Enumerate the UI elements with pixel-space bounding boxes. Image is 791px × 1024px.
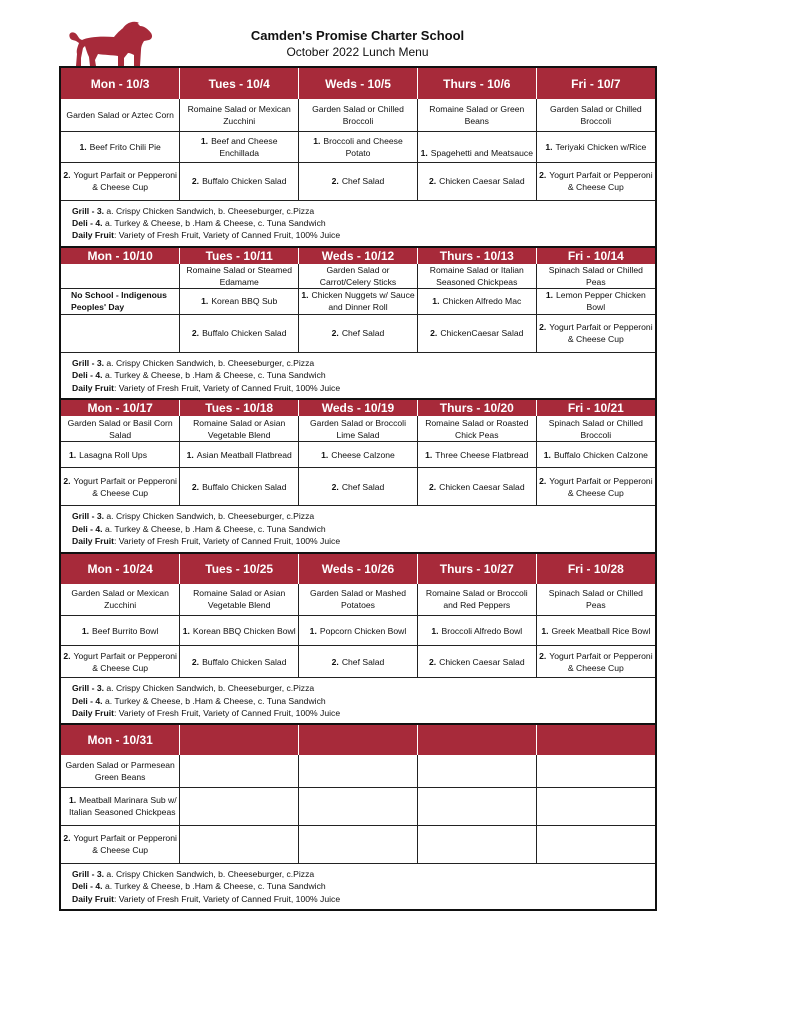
option-number: 2. (191, 656, 200, 667)
week-2 (61, 246, 655, 398)
entree-text: Greek Meatball Rice Bowl (551, 625, 651, 636)
salad-cell: Romaine Salad or Asian Vegetable Blend (180, 416, 299, 442)
option-number: 1. (69, 795, 77, 806)
daily-notes (61, 353, 655, 398)
day-header-row (61, 725, 655, 755)
deli-label: Deli - 4. (72, 695, 103, 706)
day-header-row (61, 554, 655, 584)
fruit-line (72, 893, 655, 905)
day-header-row (61, 68, 655, 99)
option-number: 1. (186, 449, 194, 460)
deli-line (72, 523, 655, 535)
day-header: Weds - 10/26 (299, 554, 418, 584)
option-number: 1. (200, 135, 209, 146)
day-header: Mon - 10/31 (61, 725, 180, 755)
option-number: 1. (301, 290, 309, 301)
salad-row (61, 755, 655, 787)
grill-label: Grill - 3. (72, 511, 104, 522)
entree-cell (417, 288, 536, 314)
option-number: 1. (81, 625, 90, 636)
entree-cell (536, 616, 655, 646)
entree-cell (61, 131, 180, 162)
grill-line (72, 205, 655, 217)
empty-cell (180, 755, 299, 787)
entree-cell (61, 468, 180, 506)
fruit-text: : Variety of Fresh Fruit, Variety of Canned Fruit, 100% Juice (114, 893, 341, 904)
fruit-text: : Variety of Fresh Fruit, Variety of Canned Fruit, 100% Juice (114, 707, 341, 718)
entree-row-2 (61, 162, 655, 200)
entree-cell (61, 162, 180, 200)
day-header (180, 725, 299, 755)
entree-cell (299, 162, 418, 200)
entree-cell (299, 314, 418, 352)
entree-row-1 (61, 616, 655, 646)
entree-cell (180, 162, 299, 200)
entree-text: Chicken Nuggets w/ Sauce and Dinner Roll (311, 290, 415, 313)
entree-text: Broccoli and Cheese Potato (323, 135, 403, 158)
entree-cell (61, 314, 180, 352)
entree-text: Buffalo Chicken Salad (202, 328, 287, 339)
fruit-label: Daily Fruit (72, 382, 115, 393)
option-number: 1. (321, 449, 329, 460)
fruit-line (72, 382, 655, 394)
entree-text: Yogurt Parfait or Pepperoni & Cheese Cup (549, 475, 653, 498)
option-number: 1. (431, 625, 439, 636)
entree-cell (417, 442, 536, 468)
entree-text: Korean BBQ Chicken Bowl (192, 625, 296, 636)
option-number: 1. (432, 296, 440, 307)
week-5 (61, 723, 655, 909)
entree-cell (299, 616, 418, 646)
entree-cell (536, 646, 655, 678)
salad-cell: Garden Salad or Chilled Broccoli (536, 99, 655, 131)
option-number: 2. (63, 475, 71, 486)
fruit-line (72, 707, 655, 719)
entree-text: Lemon Pepper Chicken Bowl (556, 290, 646, 313)
fruit-text: : Variety of Fresh Fruit, Variety of Canned Fruit, 100% Juice (114, 536, 341, 547)
empty-cell (180, 787, 299, 825)
entree-text: Chicken Caesar Salad (439, 481, 525, 492)
empty-cell (299, 825, 418, 863)
fruit-label: Daily Fruit (72, 230, 115, 241)
daily-notes (61, 864, 655, 909)
deli-text: a. Turkey & Cheese, b .Ham & Cheese, c. Tuna Sandwich (104, 370, 326, 381)
deli-text: a. Turkey & Cheese, b .Ham & Cheese, c. Tuna Sandwich (104, 523, 326, 534)
option-number: 1. (182, 625, 190, 636)
deli-line (72, 217, 655, 229)
grill-text: a. Crispy Chicken Sandwich, b. Cheeseburger, c.Pizza (106, 357, 315, 368)
option-number: 2. (331, 328, 339, 339)
entree-text: Chicken Caesar Salad (439, 176, 525, 186)
day-header: Mon - 10/24 (61, 554, 180, 584)
entree-row-1 (61, 442, 655, 468)
day-header: Fri - 10/14 (536, 248, 655, 264)
salad-cell: Garden Salad or Carrot/Celery Sticks (299, 264, 418, 289)
daily-notes (61, 201, 655, 246)
grill-line (72, 868, 655, 880)
entree-text: Three Cheese Flatbread (435, 449, 529, 460)
grill-text: a. Crispy Chicken Sandwich, b. Cheeseburger, c.Pizza (106, 205, 315, 216)
entree-cell (61, 442, 180, 468)
page-header (0, 0, 791, 66)
deli-label: Deli - 4. (72, 523, 103, 534)
day-header-row (61, 400, 655, 416)
salad-cell: Garden Salad or Aztec Corn (61, 99, 180, 131)
entree-cell (180, 616, 299, 646)
option-number: 1. (420, 147, 428, 158)
entree-text: Beef Frito Chili Pie (89, 141, 161, 152)
entree-cell (299, 468, 418, 506)
title-block (190, 27, 525, 60)
fruit-line (72, 535, 655, 547)
salad-row (61, 264, 655, 289)
empty-cell (536, 825, 655, 863)
entree-row-2 (61, 468, 655, 506)
lion-icon (68, 20, 154, 68)
daily-notes (61, 506, 655, 551)
entree-text: Cheese Calzone (331, 449, 395, 460)
option-number: 2. (331, 481, 339, 492)
entree-cell (180, 314, 299, 352)
salad-cell: Spinach Salad or Chilled Peas (536, 584, 655, 616)
entree-text: ChickenCaesar Salad (440, 328, 524, 339)
deli-line (72, 880, 655, 892)
option-number: 1. (543, 449, 551, 460)
grill-label: Grill - 3. (72, 868, 104, 879)
day-header: Weds - 10/5 (299, 68, 418, 99)
week-1 (61, 68, 655, 246)
menu-table (59, 66, 657, 911)
day-header: Tues - 10/11 (180, 248, 299, 264)
salad-row (61, 416, 655, 442)
entree-cell (180, 646, 299, 678)
entree-text: Yogurt Parfait or Pepperoni & Cheese Cup (549, 322, 653, 345)
entree-text: Meatball Marinara Sub w/ Italian Seasoned Chickpeas (69, 795, 177, 818)
day-header: Fri - 10/28 (536, 554, 655, 584)
empty-cell (536, 787, 655, 825)
deli-text: a. Turkey & Cheese, b .Ham & Cheese, c. Tuna Sandwich (104, 695, 326, 706)
fruit-line (72, 229, 655, 241)
entree-cell (299, 646, 418, 678)
day-header-row (61, 248, 655, 264)
entree-text: Buffalo Chicken Salad (202, 481, 287, 492)
entree-cell (180, 468, 299, 506)
salad-row (61, 99, 655, 131)
salad-cell: Garden Salad or Chilled Broccoli (299, 99, 418, 131)
salad-cell: Romaine Salad or Steamed Edamame (180, 264, 299, 289)
salad-cell (61, 264, 180, 289)
entree-text: Buffalo Chicken Calzone (553, 449, 648, 460)
entree-text: Asian Meatball Flatbread (196, 449, 292, 460)
option-number: 2. (191, 328, 200, 339)
deli-label: Deli - 4. (72, 881, 103, 892)
empty-cell (299, 787, 418, 825)
salad-cell: Garden Salad or Mexican Zucchini (61, 584, 180, 616)
entree-text: Popcorn Chicken Bowl (319, 625, 407, 636)
option-number: 2. (331, 656, 339, 667)
entree-text: Yogurt Parfait or Pepperoni & Cheese Cup (73, 475, 177, 498)
entree-text: Yogurt Parfait or Pepperoni & Cheese Cup (549, 170, 653, 192)
salad-row (61, 584, 655, 616)
entree-text: Chef Salad (341, 481, 385, 492)
day-header (299, 725, 418, 755)
menu-subtitle: October 2022 Lunch Menu (286, 45, 429, 59)
salad-cell: Romaine Salad or Mexican Zucchini (180, 99, 299, 131)
entree-cell (417, 314, 536, 352)
entree-text: Beef and Cheese Enchillada (211, 135, 278, 158)
entree-cell (61, 646, 180, 678)
option-number: 2. (539, 170, 547, 180)
option-number: 2. (63, 650, 71, 661)
day-header: Mon - 10/3 (61, 68, 180, 99)
fruit-label: Daily Fruit (72, 707, 115, 718)
entree-cell (536, 314, 655, 352)
salad-cell: Spinach Salad or Chilled Peas (536, 264, 655, 289)
option-number: 1. (309, 625, 317, 636)
fruit-label: Daily Fruit (72, 536, 115, 547)
salad-cell: Romaine Salad or Roasted Chick Peas (417, 416, 536, 442)
entree-cell (180, 288, 299, 314)
option-number: 2. (331, 176, 339, 186)
salad-cell: Romaine Salad or Green Beans (417, 99, 536, 131)
week-3 (61, 398, 655, 552)
salad-cell: Garden Salad or Mashed Potatoes (299, 584, 418, 616)
day-header: Tues - 10/18 (180, 400, 299, 416)
grill-line (72, 357, 655, 369)
day-header: Tues - 10/4 (180, 68, 299, 99)
entree-cell (61, 616, 180, 646)
option-number: 1. (541, 625, 549, 636)
salad-cell: Spinach Salad or Chilled Broccoli (536, 416, 655, 442)
fruit-label: Daily Fruit (72, 893, 115, 904)
grill-line (72, 510, 655, 522)
option-number: 2. (428, 176, 437, 186)
empty-cell (180, 825, 299, 863)
entree-cell (61, 825, 180, 863)
deli-text: a. Turkey & Cheese, b .Ham & Cheese, c. Tuna Sandwich (104, 217, 326, 228)
salad-cell: Romaine Salad or Italian Seasoned Chickpeas (417, 264, 536, 289)
deli-label: Deli - 4. (72, 217, 103, 228)
entree-text: Chef Salad (341, 176, 385, 186)
entree-cell (417, 131, 536, 162)
empty-cell (536, 755, 655, 787)
salad-cell: Romaine Salad or Broccoli and Red Peppers (417, 584, 536, 616)
entree-text: Spagehetti and Meatsauce (430, 147, 533, 158)
salad-cell: Garden Salad or Basil Corn Salad (61, 416, 180, 442)
option-number: 2. (539, 650, 547, 661)
empty-cell (417, 787, 536, 825)
day-header: Mon - 10/17 (61, 400, 180, 416)
no-school-cell: No School - Indigenous Peoples' Day (61, 288, 180, 314)
day-header (417, 725, 536, 755)
option-number: 2. (428, 656, 437, 667)
empty-cell (299, 755, 418, 787)
grill-label: Grill - 3. (72, 357, 104, 368)
option-number: 2. (63, 833, 71, 844)
day-header: Fri - 10/21 (536, 400, 655, 416)
day-header: Mon - 10/10 (61, 248, 180, 264)
entree-row-1 (61, 787, 655, 825)
entree-cell (536, 468, 655, 506)
entree-text: Buffalo Chicken Salad (202, 656, 287, 667)
option-number: 2. (430, 328, 438, 339)
salad-cell: Garden Salad or Parmesean Green Beans (61, 755, 180, 787)
entree-text: Yogurt Parfait or Pepperoni & Cheese Cup (549, 650, 653, 673)
day-header: Thurs - 10/6 (417, 68, 536, 99)
option-number: 1. (69, 449, 77, 460)
option-number: 2. (539, 475, 547, 486)
week-4 (61, 552, 655, 724)
entree-text: Yogurt Parfait or Pepperoni & Cheese Cup (73, 650, 177, 673)
entree-text: Chef Salad (341, 656, 385, 667)
entree-cell (417, 468, 536, 506)
deli-label: Deli - 4. (72, 370, 103, 381)
option-number: 2. (191, 176, 200, 186)
option-number: 1. (425, 449, 433, 460)
entree-text: Lasagna Roll Ups (79, 449, 148, 460)
deli-line (72, 369, 655, 381)
day-header: Weds - 10/12 (299, 248, 418, 264)
entree-cell (180, 442, 299, 468)
entree-text: Yogurt Parfait or Pepperoni & Cheese Cup (73, 170, 177, 192)
day-header: Fri - 10/7 (536, 68, 655, 99)
entree-row-2 (61, 314, 655, 352)
entree-cell (536, 288, 655, 314)
grill-text: a. Crispy Chicken Sandwich, b. Cheeseburger, c.Pizza (106, 511, 315, 522)
day-header: Thurs - 10/13 (417, 248, 536, 264)
entree-cell (299, 288, 418, 314)
entree-cell (299, 442, 418, 468)
option-number: 2. (191, 481, 200, 492)
entree-cell (61, 787, 180, 825)
fruit-text: : Variety of Fresh Fruit, Variety of Canned Fruit, 100% Juice (114, 230, 341, 241)
grill-label: Grill - 3. (72, 205, 104, 216)
day-header: Thurs - 10/27 (417, 554, 536, 584)
fruit-text: : Variety of Fresh Fruit, Variety of Canned Fruit, 100% Juice (114, 382, 341, 393)
school-name: Camden's Promise Charter School (250, 28, 465, 43)
entree-cell (417, 646, 536, 678)
day-header (536, 725, 655, 755)
day-header: Thurs - 10/20 (417, 400, 536, 416)
empty-cell (417, 755, 536, 787)
entree-row-2 (61, 825, 655, 863)
entree-text: Teriyaki Chicken w/Rice (555, 141, 647, 152)
entree-row-1 (61, 131, 655, 162)
daily-notes (61, 678, 655, 723)
entree-text: Buffalo Chicken Salad (202, 176, 287, 186)
grill-text: a. Crispy Chicken Sandwich, b. Cheeseburger, c.Pizza (106, 868, 315, 879)
entree-cell (180, 131, 299, 162)
option-number: 1. (79, 141, 87, 152)
option-number: 2. (428, 481, 437, 492)
option-number: 1. (545, 141, 553, 152)
entree-text: Yogurt Parfait or Pepperoni & Cheese Cup (73, 833, 177, 856)
entree-text: Korean BBQ Sub (211, 296, 278, 307)
entree-row-2 (61, 646, 655, 678)
day-header: Weds - 10/19 (299, 400, 418, 416)
entree-cell (417, 616, 536, 646)
entree-text: Chicken Alfredo Mac (442, 296, 522, 307)
deli-line (72, 695, 655, 707)
empty-cell (417, 825, 536, 863)
entree-text: Broccoli Alfredo Bowl (441, 625, 523, 636)
option-number: 1. (545, 290, 554, 301)
option-number: 1. (201, 296, 209, 307)
day-header: Tues - 10/25 (180, 554, 299, 584)
option-number: 2. (539, 322, 547, 333)
deli-text: a. Turkey & Cheese, b .Ham & Cheese, c. Tuna Sandwich (104, 881, 326, 892)
entree-cell (417, 162, 536, 200)
entree-cell (299, 131, 418, 162)
entree-row-1 (61, 288, 655, 314)
grill-label: Grill - 3. (72, 683, 104, 694)
option-number: 2. (63, 170, 71, 180)
salad-cell: Garden Salad or Broccoli Lime Salad (299, 416, 418, 442)
entree-cell (536, 162, 655, 200)
entree-cell (536, 131, 655, 162)
entree-text: Beef Burrito Bowl (92, 625, 159, 636)
grill-line (72, 682, 655, 694)
entree-text: Chicken Caesar Salad (439, 656, 525, 667)
grill-text: a. Crispy Chicken Sandwich, b. Cheeseburger, c.Pizza (106, 683, 315, 694)
entree-text: Chef Salad (341, 328, 385, 339)
option-number: 1. (313, 135, 321, 146)
entree-cell (536, 442, 655, 468)
salad-cell: Romaine Salad or Asian Vegetable Blend (180, 584, 299, 616)
